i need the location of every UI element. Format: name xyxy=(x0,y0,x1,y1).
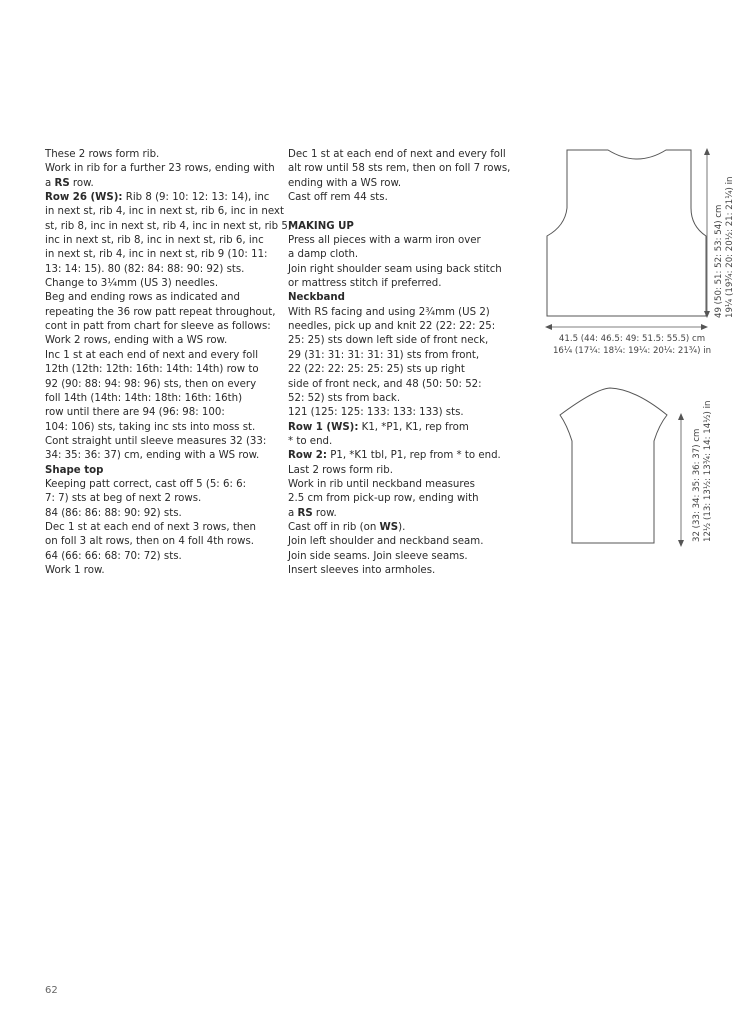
row-2-instruction: Row 2: P1, *K1 tbl, P1, rep from * to end. xyxy=(288,450,501,462)
sleeve-outline xyxy=(560,388,667,543)
row-26-instruction: Row 26 (WS): Rib 8 (9: 10: 12: 13: 14), inc xyxy=(45,192,270,204)
text-line: 104: 106) sts, taking inc sts into moss st. xyxy=(45,421,256,433)
page-number: 62 xyxy=(45,985,58,996)
text-line: Work in rib until neckband measures xyxy=(288,478,475,490)
text-line: on foll 3 alt rows, then on 4 foll 4th rows. xyxy=(45,536,255,548)
text-line: * to end. xyxy=(288,435,333,447)
text-line: side of front neck, and 48 (50: 50: 52: xyxy=(288,378,482,390)
text-line: Work 1 row. xyxy=(45,564,105,576)
arrow-down-icon xyxy=(678,540,684,547)
text-line: Cast off in rib (on WS). xyxy=(288,521,406,533)
making-up-heading: MAKING UP xyxy=(288,220,354,232)
body-length-label: 49 (50: 51: 52: 53: 54) cm 19¼ (19¾: 20: 20½: 21: 21¼) in xyxy=(714,176,735,318)
sleeve-schematic xyxy=(555,385,695,555)
text-line: Change to 3¼mm (US 3) needles. xyxy=(45,278,219,290)
text-line: Beg and ending rows as indicated and xyxy=(45,292,240,304)
text-line: 25: 25) sts down left side of front neck, xyxy=(288,335,489,347)
arrow-up-icon xyxy=(704,148,710,155)
text-line: Cont straight until sleeve measures 32 (33: xyxy=(45,435,267,447)
text-line: Dec 1 st at each end of next 3 rows, then xyxy=(45,521,256,533)
text-line: in next st, rib 4, inc in next st, rib 9 (10: 11: xyxy=(45,249,268,261)
text-line: 84 (86: 86: 88: 90: 92) sts. xyxy=(45,507,182,519)
instructions-column-right xyxy=(288,148,511,578)
sleeve-length-label: 32 (33: 34: 35: 36: 37) cm 12½ (13: 13½: 13¾: 14: 14½) in xyxy=(692,400,713,542)
text-line: Join left shoulder and neckband seam. xyxy=(288,536,484,548)
text-line: needles, pick up and knit 22 (22: 22: 25: xyxy=(288,321,496,333)
text-line: 22 (22: 22: 25: 25: 25) sts up right xyxy=(288,364,465,376)
text-line: Last 2 rows form rib. xyxy=(288,464,393,476)
text-line: These 2 rows form rib. xyxy=(45,149,160,160)
text-line: 34: 35: 36: 37) cm, ending with a WS row. xyxy=(45,450,260,462)
text-line: alt row until 58 sts rem, then on foll 7 rows, xyxy=(288,163,511,175)
neckband-heading: Neckband xyxy=(288,292,345,304)
text-line: a RS row. xyxy=(288,507,337,519)
text-line: Keeping patt correct, cast off 5 (5: 6: 6: xyxy=(45,478,247,490)
text-line: inc in next st, rib 8, inc in next st, rib 6, inc xyxy=(45,235,264,247)
instructions-column-left xyxy=(45,148,292,578)
text-line: Cast off rem 44 sts. xyxy=(288,192,388,204)
text-line: 7: 7) sts at beg of next 2 rows. xyxy=(45,493,202,505)
text-line: 92 (90: 88: 94: 98: 96) sts, then on every xyxy=(45,378,257,390)
arrow-left-icon xyxy=(545,324,552,330)
text-line: foll 14th (14th: 14th: 18th: 16th: 16th) xyxy=(45,392,243,404)
text-line: in next st, rib 4, inc in next st, rib 6, inc in next xyxy=(45,206,284,218)
text-line: 2.5 cm from pick-up row, ending with xyxy=(288,493,479,505)
text-line: repeating the 36 row patt repeat throughout, xyxy=(45,306,276,318)
text-line: With RS facing and using 2¾mm (US 2) xyxy=(288,306,490,318)
text-line: Insert sleeves into armholes. xyxy=(288,564,436,576)
text-line: cont in patt from chart for sleeve as follows: xyxy=(45,321,271,333)
body-outline xyxy=(547,150,706,316)
body-schematic xyxy=(540,140,725,360)
text-line: a damp cloth. xyxy=(288,249,359,261)
text-line: Press all pieces with a warm iron over xyxy=(288,235,481,247)
text-line: ending with a WS row. xyxy=(288,177,402,189)
text-line: st, rib 8, inc in next st, rib 4, inc in next st, rib 5, xyxy=(45,220,292,232)
text-line: Work 2 rows, ending with a WS row. xyxy=(45,335,228,347)
text-line: Join right shoulder seam using back stitch xyxy=(288,263,502,275)
arrow-down-icon xyxy=(704,311,710,318)
text-line: 121 (125: 125: 133: 133: 133) sts. xyxy=(288,407,464,419)
body-width-label: 41.5 (44: 46.5: 49: 51.5: 55.5) cm 16¼ (17¼: 18¼: 19¼: 20¼: 21¾) in xyxy=(552,334,712,356)
arrow-up-icon xyxy=(678,413,684,420)
text-line: 12th (12th: 12th: 16th: 14th: 14th) row to xyxy=(45,364,259,376)
text-line: 64 (66: 66: 68: 70: 72) sts. xyxy=(45,550,182,562)
text-line: Dec 1 st at each end of next and every foll xyxy=(288,149,506,160)
text-line: a RS row. xyxy=(45,177,94,189)
arrow-right-icon xyxy=(701,324,708,330)
text-line: Join side seams. Join sleeve seams. xyxy=(288,550,468,562)
row-1-instruction: Row 1 (WS): K1, *P1, K1, rep from xyxy=(288,421,469,433)
shape-top-heading: Shape top xyxy=(45,464,104,476)
text-line: or mattress stitch if preferred. xyxy=(288,278,442,290)
text-line: 13: 14: 15). 80 (82: 84: 88: 90: 92) sts. xyxy=(45,263,245,275)
text-line: 52: 52) sts from back. xyxy=(288,392,401,404)
text-line: Inc 1 st at each end of next and every foll xyxy=(45,349,259,361)
text-line: Work in rib for a further 23 rows, ending with xyxy=(45,163,275,175)
text-line: 29 (31: 31: 31: 31: 31) sts from front, xyxy=(288,349,480,361)
text-line: row until there are 94 (96: 98: 100: xyxy=(45,407,225,419)
